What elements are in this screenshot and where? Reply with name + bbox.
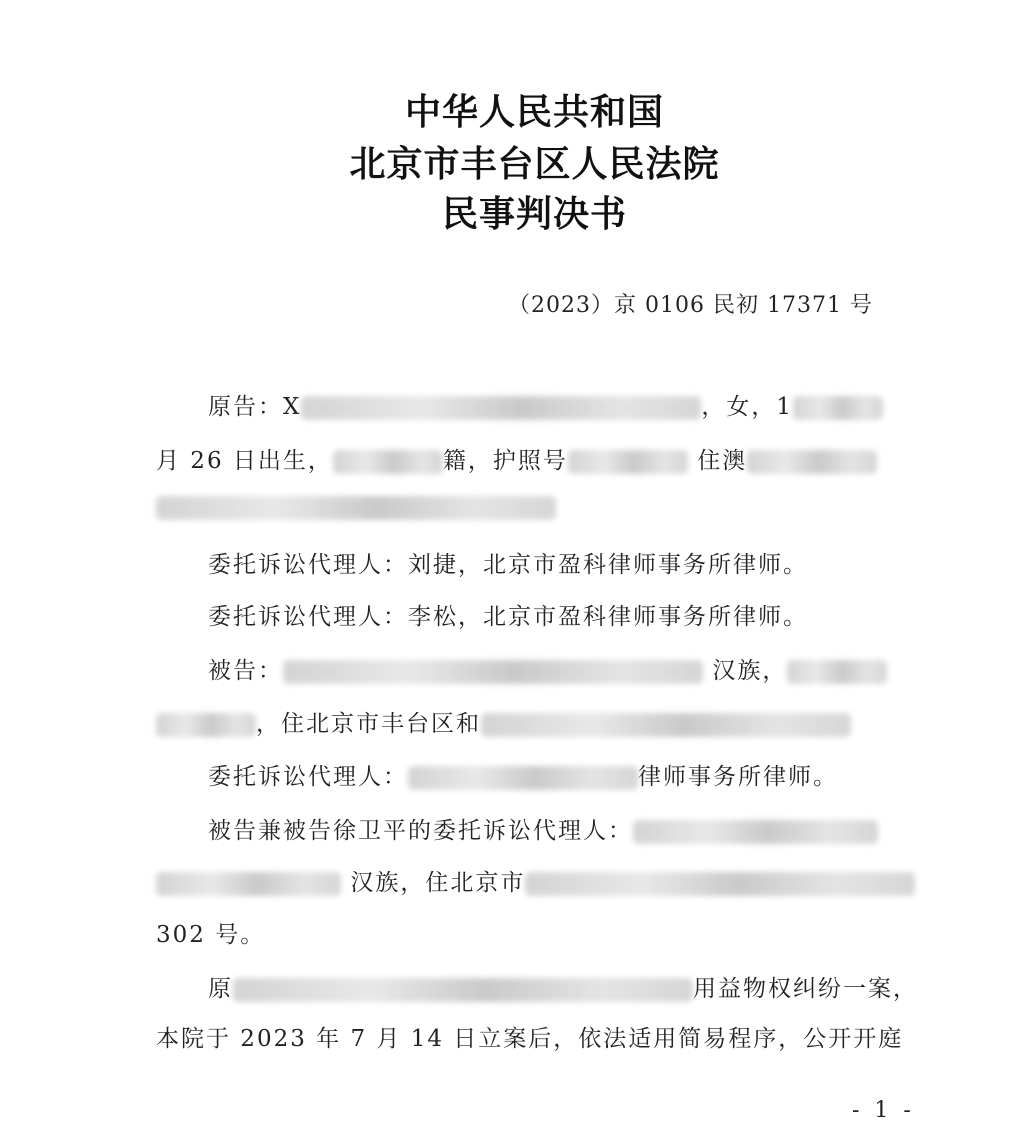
redacted-block: [301, 396, 701, 420]
redacted-block: [793, 396, 883, 420]
joint-agent-ethnicity: 汉族，住北京市: [350, 870, 526, 896]
redacted-block: [156, 713, 256, 737]
page-number: - 1 -: [852, 1098, 915, 1123]
redacted-block: [156, 496, 556, 520]
agent-3: [208, 758, 838, 791]
address-tail: 302 号。: [156, 922, 266, 948]
procedure-line: 本院于 2023 年 7 月 14 日立案后，依法适用简易程序，公开开庭: [156, 1026, 904, 1052]
plaintiff-line-3: [156, 494, 556, 520]
agent-3-prefix: 委托诉讼代理人：: [208, 764, 408, 790]
plaintiff-birth: 月 26 日出生，: [156, 448, 333, 474]
redacted-block: [333, 450, 443, 474]
agent-1: 委托诉讼代理人：刘捷，北京市盈科律师事务所律师。: [208, 552, 808, 578]
defendant-address: ，住北京市丰台区和: [256, 711, 481, 737]
case-prefix: 原: [208, 976, 233, 1002]
redacted-block: [787, 660, 887, 684]
redacted-block: [525, 872, 915, 896]
case-line-1: [208, 970, 918, 1003]
agent-3-suffix: 律师事务所律师。: [638, 764, 838, 790]
redacted-block: [233, 978, 693, 1002]
plaintiff-line-1: [208, 388, 883, 421]
case-suffix: 用益物权纠纷一案，: [693, 976, 918, 1002]
defendant-ethnicity: 汉族，: [712, 658, 788, 684]
case-number: （2023）京 0106 民初 17371 号: [508, 293, 873, 318]
redacted-block: [408, 766, 638, 790]
redacted-block: [568, 450, 688, 474]
joint-agent-line-2: [156, 864, 915, 897]
defendant-line-2: [156, 705, 851, 738]
joint-agent-prefix: 被告兼被告徐卫平的委托诉讼代理人：: [208, 818, 633, 844]
plaintiff-prefix: 原告：X: [208, 394, 302, 420]
redacted-block: [481, 713, 851, 737]
plaintiff-passport: 籍，护照号: [442, 448, 568, 474]
defendant-prefix: 被告：: [208, 658, 283, 684]
plaintiff-address: 住澳: [697, 448, 748, 474]
header-court: 北京市丰台区人民法院: [349, 144, 720, 185]
header-country: 中华人民共和国: [404, 92, 664, 133]
joint-agent-line-1: [208, 812, 878, 845]
redacted-block: [156, 872, 341, 896]
redacted-block: [747, 450, 877, 474]
defendant-line-1: [208, 652, 887, 685]
redacted-block: [283, 660, 703, 684]
redacted-block: [633, 820, 878, 844]
header-doc-type: 民事判决书: [441, 194, 627, 235]
plaintiff-gender: ，女，1: [701, 394, 794, 420]
agent-2: 委托诉讼代理人：李松，北京市盈科律师事务所律师。: [208, 604, 808, 630]
plaintiff-line-2: [156, 442, 877, 475]
